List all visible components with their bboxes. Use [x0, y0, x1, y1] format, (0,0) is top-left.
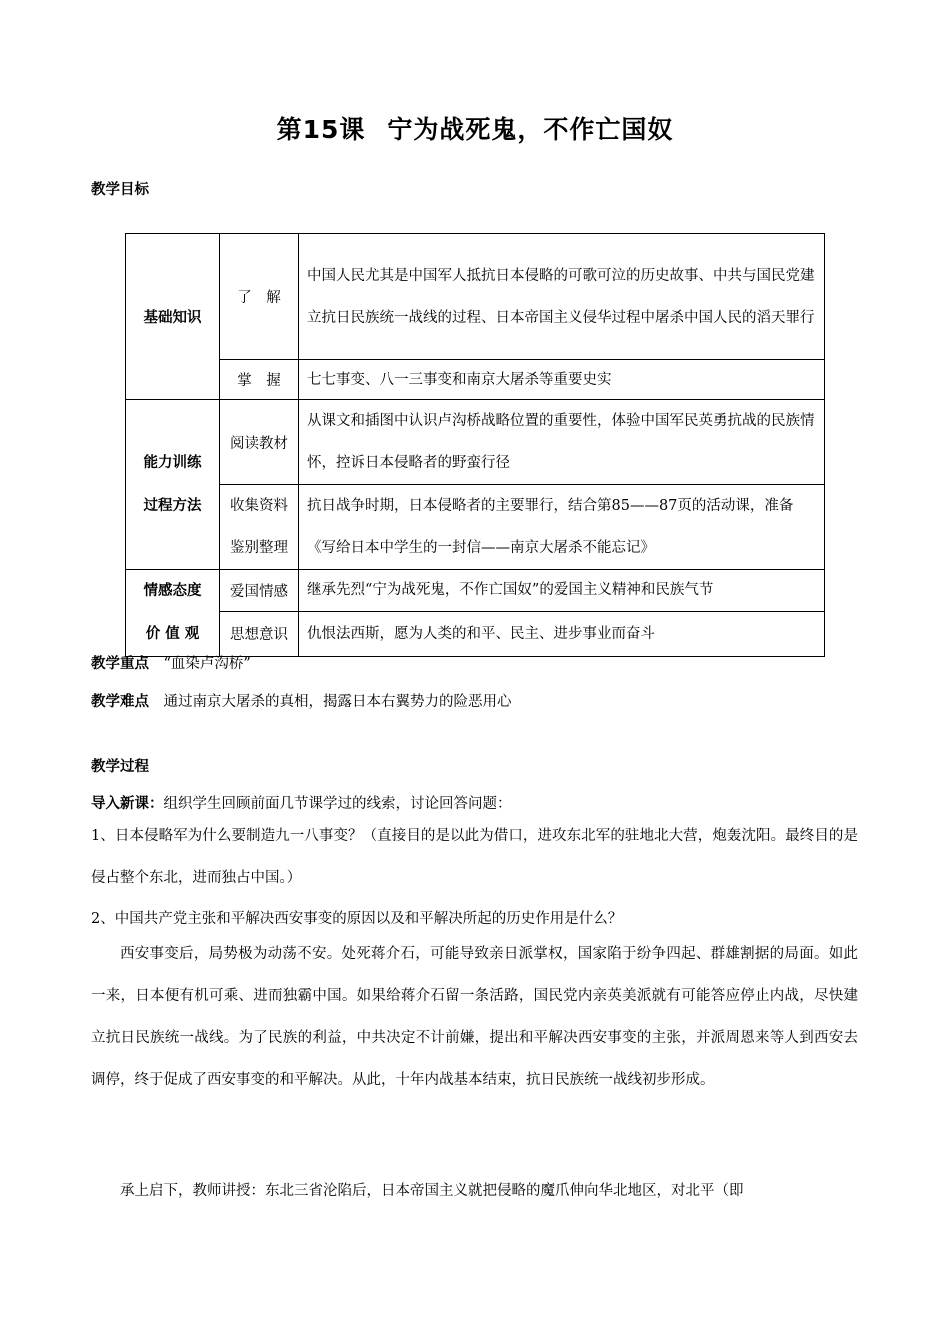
text-master: 七七事变、八一三事变和南京大屠杀等重要史实 — [299, 360, 825, 400]
label-understand: 了 解 — [220, 234, 299, 360]
label-patriot: 爱国情感 — [220, 570, 299, 612]
process-heading: 教学过程 — [91, 759, 149, 775]
text-patriot: 继承先烈“宁为战死鬼，不作亡国奴”的爱国主义精神和民族气节 — [299, 570, 825, 612]
lesson-title: 宁为战死鬼，不作亡国奴 — [387, 115, 674, 144]
objectives-table — [125, 233, 825, 657]
question-2: 2、中国共产党主张和平解决西安事变的原因以及和平解决所起的历史作用是什么？ — [91, 911, 623, 927]
text-understand: 中国人民尤其是中国军人抵抗日本侵略的可歌可泣的历史故事、中共与国民党建立抗日民族统一战线的过程、日本帝国主义侵华过程中屠杀中国人民的滔天罪行 — [299, 234, 825, 360]
category-emotion: 情感态度 价 值 观 — [126, 570, 220, 657]
difficulty: 教学难点 通过南京大屠杀的真相，揭露日本右翼势力的险恶用心 — [91, 694, 512, 710]
label-collect: 收集资料 鉴别整理 — [220, 485, 299, 570]
question-1: 1、日本侵略军为什么要制造九一八事变？（直接目的是以此为借口，进攻东北军的驻地北大营，炮轰沈阳。最终目的是侵占整个东北，进而独占中国。） — [91, 828, 858, 886]
objectives-heading: 教学目标 — [91, 182, 149, 198]
label-reading: 阅读教材 — [220, 400, 299, 485]
key-point: 教学重点 “血染卢沟桥” — [91, 656, 251, 672]
label-master: 掌 握 — [220, 360, 299, 400]
category-ability: 能力训练 过程方法 — [126, 400, 220, 570]
category-foundation: 基础知识 — [126, 234, 220, 400]
page-title — [0, 110, 950, 146]
text-collect: 抗日战争时期，日本侵略者的主要罪行，结合第85——87页的活动课，准备《写给日本中学生的一封信——南京大屠杀不能忘记》 — [299, 485, 825, 570]
lesson-number: 第15课 — [276, 115, 366, 144]
label-thought: 思想意识 — [220, 611, 299, 656]
text-thought: 仇恨法西斯，愿为人类的和平、民主、进步事业而奋斗 — [299, 611, 825, 656]
text-reading: 从课文和插图中认识卢沟桥战略位置的重要性，体验中国军民英勇抗战的民族情怀，控诉日本侵略者的野蛮行径 — [299, 400, 825, 485]
paragraph-xian: 西安事变后，局势极为动荡不安。处死蒋介石，可能导致亲日派掌权，国家陷于纷争四起、群雄割据的局面。如此一来，日本便有机可乘、进而独霸中国。如果给蒋介石留一条活路，国民党内亲英美派就有可能答应停止内战，尽快建立抗日民族统一战线。为了民族的利益，中共决定不计前嫌，提出和平解决西安事变的主张，并派周恩来等人到西安去调停，终于促成了西安事变的和平解决。从此，十年内战基本结束，抗日民族统一战线初步形成。 — [91, 946, 858, 1088]
intro: 导入新课：组织学生回顾前面几节课学过的线索，讨论回答问题： — [91, 796, 512, 812]
paragraph-lecture: 承上启下，教师讲授：东北三省沦陷后，日本帝国主义就把侵略的魔爪伸向华北地区，对北平（即 — [120, 1183, 744, 1199]
